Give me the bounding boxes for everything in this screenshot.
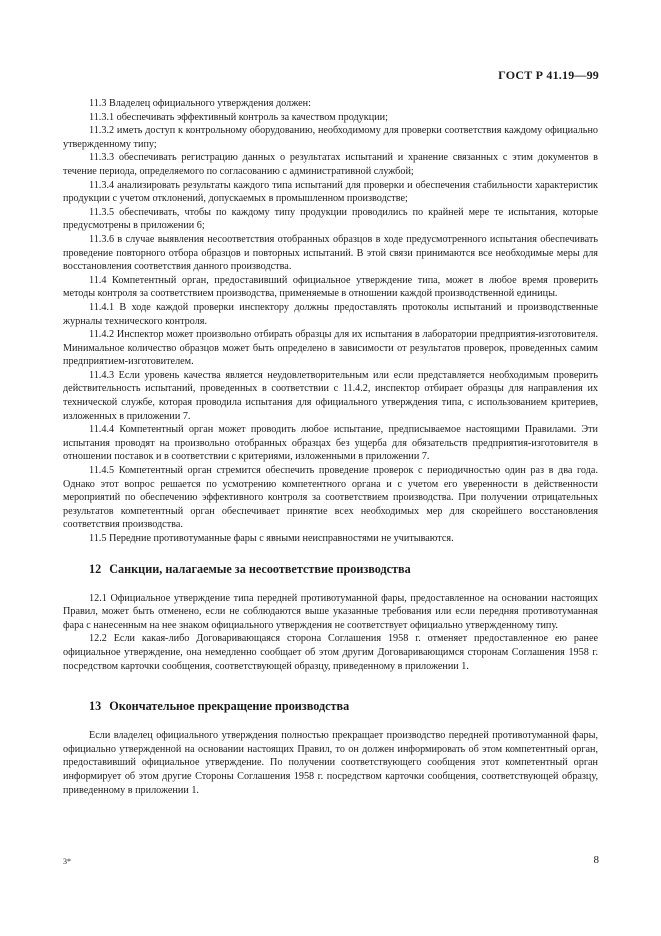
- page-number: 8: [593, 854, 599, 866]
- paragraph: 11.3.1 обеспечивать эффективный контроль за качеством продукции;: [89, 111, 388, 123]
- paragraph: 11.4.2 Инспектор может произвольно отбирать образцы для их испытания в лаборатории предприятия-изготовителя. Минимальное количество образцов может быть определено в зависимости от результатов проверок, проведенных самим предприятием-изготовителем.: [63, 329, 598, 368]
- section-13-title: Окончательное прекращение производства: [109, 699, 350, 714]
- section-13-heading: [63, 699, 598, 714]
- paragraph: 11.4.5 Компетентный орган стремится обеспечить проведение проверок с периодичностью один раз в два года. Однако этот вопрос решается по усмотрению компетентного органа и с учетом его уверенности в действенности мероприятий по обеспечению эффективного контроля за соответствием производства. При получении отрицательных результатов компетентный орган обеспечивает принятие всех необходимых мер для скорейшего восстановления соответствия производства.: [63, 465, 598, 531]
- section-12-heading: [63, 562, 598, 577]
- paragraph: 11.3.5 обеспечивать, чтобы по каждому типу продукции проводились по крайней мере те испытания, которые предусмотрены в приложении 6;: [63, 206, 598, 232]
- paragraph: 12.1 Официальное утверждение типа передней противотуманной фары, предоставленное на основании настоящих Правил, может быть отменено, если не соблюдаются выше указанные требования или если передняя противотуманная фара с нанесенным на нее знаком официального утверждения не соответствует официально утвержденному типу.: [63, 592, 598, 631]
- document-code-header: ГОСТ Р 41.19—99: [498, 68, 599, 82]
- section-13-number: 13: [89, 699, 102, 714]
- section-13-body: [63, 729, 598, 797]
- paragraph: 11.3.4 анализировать результаты каждого типа испытаний для проверки и обеспечения стабильности характеристик продукции с учетом отклонений, допускаемых в промышленном производстве;: [63, 179, 598, 205]
- paragraph: 11.4.1 В ходе каждой проверки инспектору должны предоставлять протоколы испытаний и производственные журналы технического контроля.: [63, 301, 598, 327]
- paragraph: 11.3.6 в случае выявления несоответствия отобранных образцов в ходе предусмотренного испытания обеспечивать проведение повторного отбора образцов и повторных испытаний. В этой связи принимаются все необходимые меры для восстановления соответствия данного производства.: [63, 233, 598, 273]
- paragraph: 11.3.3 обеспечивать регистрацию данных о результатах испытаний и хранение связанных с этим документов в течение периода, определяемого по согласованию с административной службой;: [63, 152, 598, 177]
- paragraph: 11.5 Передние противотуманные фары с явными неисправностями не учитываются.: [89, 533, 454, 544]
- paragraph: 12.2 Если какая-либо Договаривающаяся сторона Соглашения 1958 г. отменяет предоставленное ею ранее официальное утверждение, она немедленно сообщает об этом другим Договаривающимся сторонам Соглашения 1958 г. посредством карточки сообщения, соответствующей образцу, приведенному в приложении 1.: [63, 633, 598, 672]
- section-12-title: Санкции, налагаемые за несоответствие производства: [109, 561, 411, 576]
- paragraph: 11.4.3 Если уровень качества является неудовлетворительным или если представляется необходимым проверить действительность испытаний, проведенных в соответствии с 11.4.2, инспектор отбирает образцы для направления их технической службе, которая проводила испытания для официального утверждения типа, с использованием критериев, изложенных в приложении 7.: [63, 369, 598, 422]
- paragraph: 11.3 Владелец официального утверждения должен:: [89, 98, 311, 109]
- paragraph: Если владелец официального утверждения полностью прекращает производство передней противотуманной фары, официально утвержденной на основании настоящих Правил, то он должен информировать об этом компетентный орган, предоставивший официальное утверждение. По получении соответствующего сообщения этот компетентный орган информирует об этом другие Стороны Соглашения 1958 г. посредством карточки сообщения, соответствующей образцу, приведенному в приложении 1.: [63, 730, 598, 796]
- paragraph: 11.3.2 иметь доступ к контрольному оборудованию, необходимому для проверки соответствия каждому официально утвержденному типу;: [63, 125, 598, 150]
- section-12-number: 12: [89, 561, 102, 576]
- footer-signature-mark: 3*: [63, 857, 71, 866]
- paragraph: 11.4 Компетентный орган, предоставивший официальное утверждение типа, может в любое время проверить методы контроля за соответствием производства, применяемые в отношении каждой производственной единицы.: [63, 274, 598, 300]
- section-12-body: [63, 592, 598, 674]
- document-body: [63, 97, 598, 797]
- paragraph: 11.4.4 Компетентный орган может проводить любое испытание, предписываемое настоящими Правилами. Эти испытания проводят на произвольно отобранных образцах без ущерба для обязательств предприятия-изготовителя в отношении поставок и в соответствии с критериями, изложенными в приложении 7.: [63, 424, 598, 463]
- section-11-continued: [63, 97, 598, 546]
